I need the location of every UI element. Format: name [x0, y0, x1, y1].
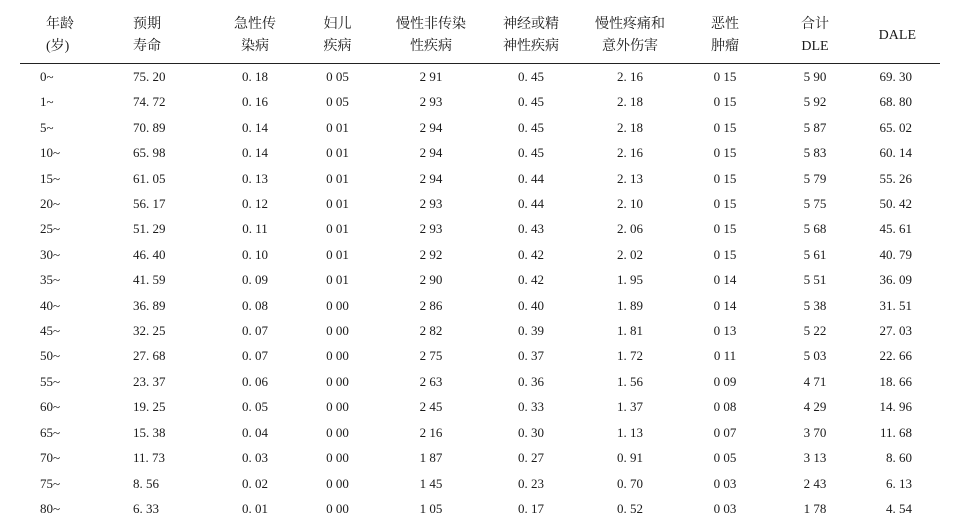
cell-neuro-psychiatric: 0. 45: [518, 94, 544, 110]
cell-life-expectancy: 70. 89: [133, 119, 166, 135]
cell-total-dle: 5 83: [803, 145, 827, 161]
table-row: [20, 293, 940, 318]
table-row: [20, 64, 940, 90]
cell-chronic-noncommunicable: 2 75: [419, 348, 443, 364]
cell-total-dle: 4 71: [803, 373, 827, 389]
cell-age: 65~: [40, 424, 61, 440]
cell-chronic-noncommunicable: 2 16: [419, 424, 443, 440]
cell-malignant-tumor: 0 15: [713, 246, 737, 262]
cell-dale: 18. 66: [879, 373, 912, 389]
cell-age: 45~: [40, 323, 61, 339]
cell-age: 15~: [40, 170, 61, 186]
cell-chronic-pain-injury: 2. 06: [617, 221, 643, 237]
cell-chronic-pain-injury: 1. 13: [617, 424, 643, 440]
cell-chronic-noncommunicable: 1 45: [419, 475, 443, 491]
cell-life-expectancy: 19. 25: [133, 399, 166, 415]
cell-malignant-tumor: 0 14: [713, 297, 737, 313]
cell-neuro-psychiatric: 0. 45: [518, 119, 544, 135]
cell-chronic-noncommunicable: 2 92: [419, 246, 443, 262]
header-chronic-pain-injury-line1: 慢性疼痛和: [595, 16, 665, 32]
cell-chronic-noncommunicable: 2 94: [419, 170, 443, 186]
cell-maternal-child: 0 00: [326, 500, 349, 516]
cell-acute-infectious: 0. 16: [242, 94, 268, 110]
header-maternal-child-line1: 妇儿: [323, 16, 352, 32]
cell-chronic-pain-injury: 0. 70: [617, 475, 643, 491]
cell-age: 60~: [40, 399, 61, 415]
cell-life-expectancy: 36. 89: [133, 297, 166, 313]
header-maternal-child: [300, 8, 375, 64]
cell-maternal-child: 0 00: [326, 373, 349, 389]
cell-neuro-psychiatric: 0. 30: [518, 424, 544, 440]
cell-total-dle: 5 90: [803, 69, 827, 84]
cell-malignant-tumor: 0 11: [713, 348, 737, 364]
cell-neuro-psychiatric: 0. 44: [518, 196, 544, 212]
cell-chronic-noncommunicable: 2 45: [419, 399, 443, 415]
cell-dale: 8. 60: [886, 450, 912, 466]
cell-dale: 31. 51: [879, 297, 912, 313]
cell-chronic-pain-injury: 2. 18: [617, 119, 643, 135]
cell-malignant-tumor: 0 15: [713, 69, 737, 84]
cell-malignant-tumor: 0 15: [713, 196, 737, 212]
cell-dale: 36. 09: [879, 272, 912, 288]
cell-chronic-pain-injury: 2. 18: [617, 94, 643, 110]
cell-neuro-psychiatric: 0. 43: [518, 221, 544, 237]
cell-malignant-tumor: 0 03: [713, 500, 737, 516]
cell-maternal-child: 0 01: [326, 170, 349, 186]
header-total-dle-line1: 合计: [801, 16, 829, 32]
cell-malignant-tumor: 0 09: [713, 373, 737, 389]
cell-maternal-child: 0 05: [326, 94, 349, 110]
cell-chronic-noncommunicable: 2 93: [419, 221, 443, 237]
cell-life-expectancy: 46. 40: [133, 246, 166, 262]
cell-total-dle: 5 92: [803, 94, 827, 110]
table-row: [20, 89, 940, 114]
cell-acute-infectious: 0. 13: [242, 170, 268, 186]
table-row: [20, 115, 940, 140]
cell-malignant-tumor: 0 14: [713, 272, 737, 288]
table-row: [20, 343, 940, 368]
cell-age: 50~: [40, 348, 61, 364]
header-dale: [865, 8, 940, 64]
header-chronic-noncommunicable: [375, 8, 487, 64]
cell-neuro-psychiatric: 0. 40: [518, 297, 544, 313]
table-row: [20, 471, 940, 496]
cell-total-dle: 1 78: [803, 500, 827, 516]
cell-chronic-noncommunicable: 2 93: [419, 196, 443, 212]
cell-chronic-pain-injury: 1. 56: [617, 373, 643, 389]
cell-maternal-child: 0 00: [326, 297, 349, 313]
cell-chronic-pain-injury: 2. 13: [617, 170, 643, 186]
cell-total-dle: 5 38: [803, 297, 827, 313]
header-maternal-child-line2: 疾病: [323, 38, 352, 54]
cell-dale: 14. 96: [879, 399, 912, 415]
header-malignant-tumor: [685, 8, 765, 64]
cell-age: 75~: [40, 475, 61, 491]
cell-chronic-noncommunicable: 1 05: [419, 500, 443, 516]
cell-neuro-psychiatric: 0. 45: [518, 145, 544, 161]
cell-life-expectancy: 15. 38: [133, 424, 166, 440]
cell-total-dle: 5 75: [803, 196, 827, 212]
cell-chronic-noncommunicable: 1 87: [419, 450, 443, 466]
table-row: [20, 166, 940, 191]
cell-acute-infectious: 0. 14: [242, 119, 268, 135]
dale-table: [20, 8, 940, 521]
cell-age: 5~: [40, 119, 54, 135]
cell-life-expectancy: 65. 98: [133, 145, 166, 161]
cell-total-dle: 2 43: [803, 475, 827, 491]
table-row: [20, 445, 940, 470]
table-row: [20, 140, 940, 165]
cell-chronic-pain-injury: 2. 16: [617, 145, 643, 161]
header-total-dle: [765, 8, 865, 64]
cell-chronic-pain-injury: 1. 89: [617, 297, 643, 313]
cell-malignant-tumor: 0 05: [713, 450, 737, 466]
cell-malignant-tumor: 0 15: [713, 119, 737, 135]
cell-chronic-pain-injury: 1. 37: [617, 399, 643, 415]
cell-total-dle: 5 03: [803, 348, 827, 364]
table-row: [20, 369, 940, 394]
cell-acute-infectious: 0. 03: [242, 450, 268, 466]
table-row: [20, 394, 940, 419]
cell-dale: 6. 13: [886, 475, 912, 491]
cell-total-dle: 5 87: [803, 119, 827, 135]
table-header: [20, 8, 940, 64]
cell-acute-infectious: 0. 06: [242, 373, 268, 389]
cell-life-expectancy: 51. 29: [133, 221, 166, 237]
cell-acute-infectious: 0. 05: [242, 399, 268, 415]
cell-acute-infectious: 0. 07: [242, 348, 268, 364]
cell-maternal-child: 0 00: [326, 323, 349, 339]
table-row: [20, 496, 940, 521]
table-row: [20, 318, 940, 343]
cell-total-dle: 5 68: [803, 221, 827, 237]
cell-total-dle: 4 29: [803, 399, 827, 415]
cell-total-dle: 3 70: [803, 424, 827, 440]
cell-age: 35~: [40, 272, 61, 288]
cell-life-expectancy: 27. 68: [133, 348, 166, 364]
cell-total-dle: 5 79: [803, 170, 827, 186]
cell-life-expectancy: 32. 25: [133, 323, 166, 339]
header-acute-infectious-line2: 染病: [241, 38, 269, 54]
header-life-expectancy: [115, 8, 210, 64]
cell-age: 80~: [40, 500, 61, 516]
header-malignant-tumor-line1: 恶性: [711, 16, 739, 32]
cell-chronic-noncommunicable: 2 94: [419, 145, 443, 161]
header-age: [20, 8, 115, 64]
cell-neuro-psychiatric: 0. 39: [518, 323, 544, 339]
cell-dale: 22. 66: [879, 348, 912, 364]
header-chronic-pain-injury: [575, 8, 685, 64]
cell-chronic-noncommunicable: 2 94: [419, 119, 443, 135]
cell-maternal-child: 0 01: [326, 272, 349, 288]
cell-chronic-noncommunicable: 2 91: [419, 69, 443, 84]
cell-neuro-psychiatric: 0. 36: [518, 373, 544, 389]
cell-neuro-psychiatric: 0. 33: [518, 399, 544, 415]
cell-life-expectancy: 23. 37: [133, 373, 166, 389]
table-row: [20, 191, 940, 216]
table-row: [20, 420, 940, 445]
cell-malignant-tumor: 0 03: [713, 475, 737, 491]
header-neuro-psychiatric-line2: 神性疾病: [503, 38, 559, 54]
header-chronic-noncommunicable-line2: 性疾病: [410, 38, 452, 54]
cell-acute-infectious: 0. 07: [242, 323, 268, 339]
cell-chronic-pain-injury: 1. 81: [617, 323, 643, 339]
header-malignant-tumor-line2: 肿瘤: [711, 38, 739, 54]
cell-malignant-tumor: 0 15: [713, 170, 737, 186]
cell-maternal-child: 0 01: [326, 145, 349, 161]
cell-acute-infectious: 0. 01: [242, 500, 268, 516]
cell-maternal-child: 0 00: [326, 424, 349, 440]
cell-age: 1~: [40, 94, 54, 110]
cell-total-dle: 5 22: [803, 323, 827, 339]
header-acute-infectious: [210, 8, 300, 64]
cell-age: 30~: [40, 246, 61, 262]
cell-life-expectancy: 74. 72: [133, 94, 166, 110]
header-acute-infectious-line1: 急性传: [234, 16, 276, 32]
cell-maternal-child: 0 00: [326, 450, 349, 466]
header-chronic-noncommunicable-line1: 慢性非传染: [396, 16, 466, 32]
cell-chronic-pain-injury: 2. 16: [617, 69, 643, 84]
cell-maternal-child: 0 01: [326, 119, 349, 135]
cell-maternal-child: 0 05: [326, 69, 349, 84]
cell-chronic-pain-injury: 2. 10: [617, 196, 643, 212]
cell-dale: 4. 54: [886, 500, 912, 516]
cell-acute-infectious: 0. 02: [242, 475, 268, 491]
cell-acute-infectious: 0. 12: [242, 196, 268, 212]
cell-life-expectancy: 61. 05: [133, 170, 166, 186]
cell-age: 20~: [40, 196, 61, 212]
cell-neuro-psychiatric: 0. 17: [518, 500, 544, 516]
cell-chronic-pain-injury: 1. 95: [617, 272, 643, 288]
cell-life-expectancy: 56. 17: [133, 196, 166, 212]
cell-acute-infectious: 0. 18: [242, 69, 268, 84]
cell-malignant-tumor: 0 07: [713, 424, 737, 440]
cell-neuro-psychiatric: 0. 42: [518, 246, 544, 262]
cell-neuro-psychiatric: 0. 27: [518, 450, 544, 466]
cell-acute-infectious: 0. 10: [242, 246, 268, 262]
header-life-expectancy-line1: 预期: [133, 16, 161, 32]
cell-chronic-noncommunicable: 2 93: [419, 94, 443, 110]
cell-maternal-child: 0 01: [326, 221, 349, 237]
cell-neuro-psychiatric: 0. 44: [518, 170, 544, 186]
cell-age: 70~: [40, 450, 61, 466]
cell-dale: 68. 80: [879, 94, 912, 110]
cell-life-expectancy: 11. 73: [133, 450, 166, 466]
cell-total-dle: 3 13: [803, 450, 827, 466]
cell-malignant-tumor: 0 13: [713, 323, 737, 339]
header-dale-line1: DALE: [878, 27, 916, 43]
header-life-expectancy-line2: 寿命: [133, 38, 161, 54]
cell-neuro-psychiatric: 0. 45: [518, 69, 544, 84]
cell-dale: 27. 03: [879, 323, 912, 339]
cell-chronic-pain-injury: 2. 02: [617, 246, 643, 262]
cell-life-expectancy: 8. 56: [133, 475, 159, 491]
cell-maternal-child: 0 00: [326, 348, 349, 364]
cell-acute-infectious: 0. 09: [242, 272, 268, 288]
header-neuro-psychiatric-line1: 神经或精: [503, 16, 559, 32]
cell-maternal-child: 0 01: [326, 196, 349, 212]
cell-dale: 60. 14: [879, 145, 912, 161]
cell-dale: 69. 30: [879, 69, 912, 84]
cell-chronic-pain-injury: 0. 52: [617, 500, 643, 516]
cell-chronic-noncommunicable: 2 82: [419, 323, 443, 339]
cell-dale: 55. 26: [879, 170, 912, 186]
cell-chronic-noncommunicable: 2 86: [419, 297, 443, 313]
cell-total-dle: 5 61: [803, 246, 827, 262]
table-row: [20, 267, 940, 292]
header-age-line2: (岁): [46, 38, 70, 54]
cell-age: 0~: [40, 69, 54, 84]
cell-dale: 40. 79: [879, 246, 912, 262]
cell-age: 55~: [40, 373, 61, 389]
cell-malignant-tumor: 0 08: [713, 399, 737, 415]
header-chronic-pain-injury-line2: 意外伤害: [602, 38, 658, 54]
cell-chronic-noncommunicable: 2 63: [419, 373, 443, 389]
cell-acute-infectious: 0. 11: [242, 221, 268, 237]
cell-dale: 50. 42: [879, 196, 912, 212]
cell-acute-infectious: 0. 04: [242, 424, 268, 440]
cell-age: 10~: [40, 145, 61, 161]
table-row: [20, 216, 940, 241]
cell-age: 25~: [40, 221, 61, 237]
cell-dale: 11. 68: [879, 424, 912, 440]
cell-maternal-child: 0 00: [326, 475, 349, 491]
cell-maternal-child: 0 00: [326, 399, 349, 415]
cell-life-expectancy: 6. 33: [133, 500, 159, 516]
cell-life-expectancy: 75. 20: [133, 69, 166, 84]
cell-chronic-pain-injury: 0. 91: [617, 450, 643, 466]
table-body: [20, 64, 940, 522]
cell-malignant-tumor: 0 15: [713, 221, 737, 237]
header-age-line1: 年龄: [46, 16, 74, 32]
cell-chronic-noncommunicable: 2 90: [419, 272, 443, 288]
cell-chronic-pain-injury: 1. 72: [617, 348, 643, 364]
cell-age: 40~: [40, 297, 61, 313]
header-neuro-psychiatric: [487, 8, 575, 64]
cell-malignant-tumor: 0 15: [713, 145, 737, 161]
cell-neuro-psychiatric: 0. 42: [518, 272, 544, 288]
cell-dale: 45. 61: [879, 221, 912, 237]
cell-neuro-psychiatric: 0. 23: [518, 475, 544, 491]
cell-acute-infectious: 0. 08: [242, 297, 268, 313]
cell-life-expectancy: 41. 59: [133, 272, 166, 288]
header-total-dle-line2: DLE: [801, 38, 829, 54]
cell-neuro-psychiatric: 0. 37: [518, 348, 544, 364]
cell-acute-infectious: 0. 14: [242, 145, 268, 161]
cell-dale: 65. 02: [879, 119, 912, 135]
cell-maternal-child: 0 01: [326, 246, 349, 262]
table-row: [20, 242, 940, 267]
cell-total-dle: 5 51: [803, 272, 827, 288]
cell-malignant-tumor: 0 15: [713, 94, 737, 110]
